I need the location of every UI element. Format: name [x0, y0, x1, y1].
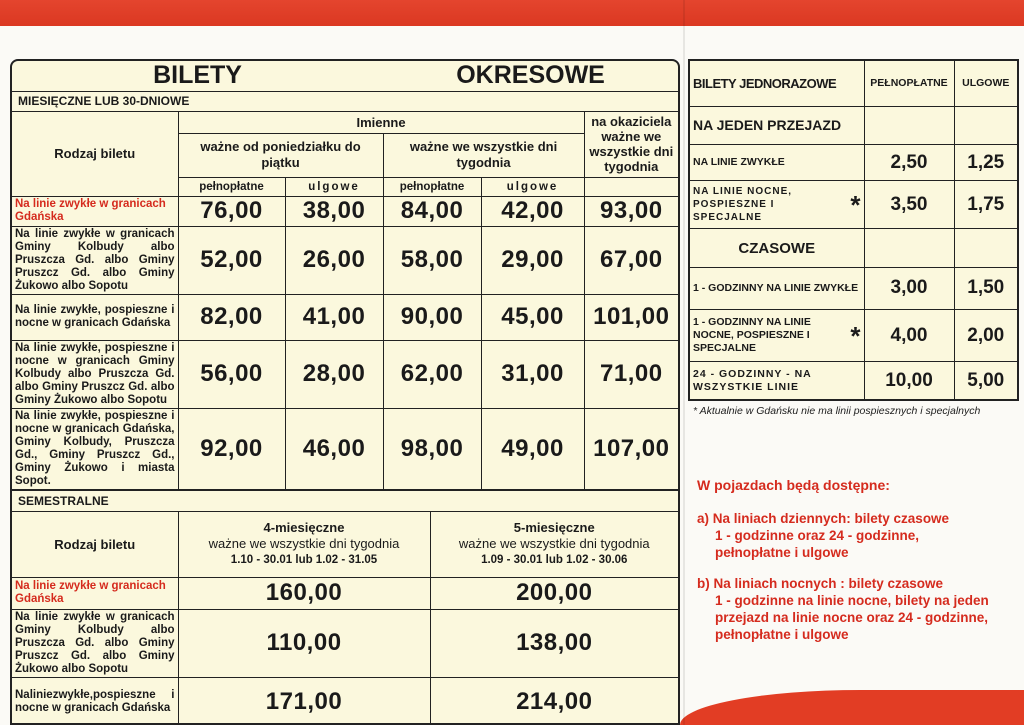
row-label: NA LINIE ZWYKŁE	[690, 144, 864, 180]
price-cell: 92,00	[178, 408, 285, 489]
price-cell: 107,00	[584, 408, 678, 489]
row-label: NA LINIE NOCNE, POSPIESZNE I SPECJALNE	[693, 186, 793, 224]
price-cell: 28,00	[285, 340, 383, 408]
table-row	[12, 226, 678, 294]
price-cell: 82,00	[178, 294, 285, 340]
red-banner-bottom	[680, 690, 1024, 725]
price-cell: 3,00	[864, 267, 954, 309]
full-header: pełnopłatne	[383, 177, 481, 196]
row-label: Na linie zwykłe w granicach Gdańska	[12, 196, 178, 226]
single-title: BILETY JEDNORAZOWE	[690, 61, 864, 106]
info-a	[697, 510, 949, 561]
footnote: * Aktualnie w Gdańsku nie ma linii pospiesznych i specjalnych	[693, 405, 981, 417]
semester-tickets-table	[12, 490, 678, 725]
title-okresowe	[383, 61, 678, 91]
info-a-line2: 1 - godzinne oraz 24 - godzinne,	[715, 528, 920, 543]
row-label: Na linie zwykłe w granicach Gdańska	[12, 577, 178, 609]
row-label: Na linie zwykłe, pospieszne i nocne w granicach Gminy Kolbudy albo Pruszcza Gd. albo Gminy Pruszcz Gd. albo Gminy Żukowo albo Sopotu	[12, 340, 178, 408]
info-a-line1: a) Na liniach dziennych: bilety czasowe	[697, 511, 950, 526]
timed-header: CZASOWE	[690, 229, 864, 267]
empty-cell	[864, 106, 954, 144]
price-cell: 84,00	[383, 196, 481, 226]
title-left: BILETY	[153, 61, 242, 90]
empty-cell	[584, 177, 678, 196]
price-cell: 76,00	[178, 196, 285, 226]
monthly-type-header: Rodzaj biletu	[12, 111, 178, 196]
asterisk-icon: *	[850, 320, 861, 351]
price-cell: 41,00	[285, 294, 383, 340]
period-tickets-table	[12, 61, 678, 490]
price-cell: 1,50	[954, 267, 1017, 309]
title-right: OKRESOWE	[456, 61, 605, 90]
price-cell: 26,00	[285, 226, 383, 294]
info-b-line4: pełnopłatne i ulgowe	[715, 627, 849, 642]
price-cell: 200,00	[430, 577, 678, 609]
table-row	[690, 144, 1017, 180]
price-cell: 138,00	[430, 609, 678, 677]
allweek-header: ważne we wszystkie dni tygodnia	[383, 133, 584, 177]
imienne-header: Imienne	[178, 111, 584, 133]
price-cell: 29,00	[481, 226, 584, 294]
row-label: Na linie zwykłe w granicach Gminy Kolbudy albo Pruszcza Gd. albo Gminy Pruszcz Gd. albo Gminy Żukowo albo Sopotu	[12, 226, 178, 294]
empty-cell	[954, 229, 1017, 267]
semester-4m-header	[178, 511, 430, 577]
table-row	[12, 340, 678, 408]
price-cell: 5,00	[954, 362, 1017, 399]
info-heading: W pojazdach będą dostępne:	[697, 477, 890, 493]
single-tickets-table	[690, 61, 1017, 399]
price-cell: 38,00	[285, 196, 383, 226]
col5-desc: ważne we wszystkie dni tygodnia	[458, 536, 650, 551]
single-full-header: PEŁNOPŁATNE	[864, 61, 954, 106]
asterisk-icon: *	[850, 189, 861, 220]
price-cell: 1,25	[954, 144, 1017, 180]
price-cell: 98,00	[383, 408, 481, 489]
weekday-header: ważne od poniedziałku do piątku	[178, 133, 383, 177]
price-cell: 62,00	[383, 340, 481, 408]
row-label: Naliniezwykłe,pospieszne i nocne w granicach Gdańska	[12, 677, 178, 725]
reduced-header: ulgowe	[481, 177, 584, 196]
info-b	[697, 575, 989, 643]
price-cell: 1,75	[954, 181, 1017, 229]
price-cell: 90,00	[383, 294, 481, 340]
row-label: Na linie zwykłe, pospieszne i nocne w granicach Gdańska	[12, 294, 178, 340]
info-b-line3: przejazd na linie nocne oraz 24 - godzinne,	[715, 610, 989, 625]
page-fold	[683, 0, 685, 725]
semester-section-heading: SEMESTRALNE	[12, 490, 678, 511]
table-row	[12, 294, 678, 340]
price-cell: 42,00	[481, 196, 584, 226]
info-a-line3: pełnopłatne i ulgowe	[715, 545, 849, 560]
empty-cell	[864, 229, 954, 267]
price-cell: 58,00	[383, 226, 481, 294]
row-label: 24 - GODZINNY - NA WSZYSTKIE LINIE	[690, 362, 864, 399]
price-cell: 46,00	[285, 408, 383, 489]
price-cell: 3,50	[864, 181, 954, 229]
price-cell: 93,00	[584, 196, 678, 226]
semester-5m-header	[430, 511, 678, 577]
single-reduced-header: ULGOWE	[954, 61, 1017, 106]
empty-cell	[954, 106, 1017, 144]
row-label-cell	[690, 181, 864, 229]
price-cell: 52,00	[178, 226, 285, 294]
table-row	[690, 181, 1017, 229]
price-cell: 67,00	[584, 226, 678, 294]
price-cell: 49,00	[481, 408, 584, 489]
one-ride-header: NA JEDEN PRZEJAZD	[690, 106, 864, 144]
row-label: Na linie zwykłe w granicach Gminy Kolbudy albo Pruszcza Gd. albo Gminy Pruszcz Gd. albo Gminy Żukowo albo Sopotu	[12, 609, 178, 677]
table-row	[12, 609, 678, 677]
price-cell: 4,00	[864, 309, 954, 361]
row-label-cell	[690, 309, 864, 361]
price-cell: 2,00	[954, 309, 1017, 361]
table-row	[12, 196, 678, 226]
col4-dates: 1.10 - 30.01 lub 1.02 - 31.05	[230, 554, 378, 566]
col5-title: 5-miesięczne	[513, 520, 595, 535]
row-label: Na linie zwykłe, pospieszne i nocne w granicach Gdańska, Gminy Kolbudy, Pruszcza Gd., Gminy Pruszcz Gd., Gminy Żukowo i miasta Sopot.	[12, 408, 178, 489]
table-row	[690, 362, 1017, 399]
row-label: 1 - GODZINNY NA LINIE NOCNE, POSPIESZNE I SPECJALNE	[693, 316, 811, 355]
semester-type-header: Rodzaj biletu	[12, 511, 178, 577]
reduced-header: ulgowe	[285, 177, 383, 196]
table-row	[12, 677, 678, 725]
col4-desc: ważne we wszystkie dni tygodnia	[208, 536, 400, 551]
info-b-line1: b) Na liniach nocnych : bilety czasowe	[697, 576, 944, 591]
period-tickets-panel	[10, 59, 680, 725]
price-cell: 2,50	[864, 144, 954, 180]
price-cell: 171,00	[178, 677, 430, 725]
price-cell: 71,00	[584, 340, 678, 408]
full-header: pełnopłatne	[178, 177, 285, 196]
price-cell: 31,00	[481, 340, 584, 408]
monthly-section-heading: MIESIĘCZNE LUB 30-DNIOWE	[12, 91, 678, 111]
table-row	[690, 267, 1017, 309]
table-row	[12, 577, 678, 609]
info-b-line2: 1 - godzinne na linie nocne, bilety na jeden	[715, 593, 989, 608]
row-label: 1 - GODZINNY NA LINIE ZWYKŁE	[690, 267, 864, 309]
price-cell: 110,00	[178, 609, 430, 677]
table-row	[690, 309, 1017, 361]
table-row	[12, 408, 678, 489]
price-cell: 101,00	[584, 294, 678, 340]
price-cell: 214,00	[430, 677, 678, 725]
title-bilety	[12, 61, 383, 91]
col4-title: 4-miesięczne	[263, 520, 345, 535]
price-cell: 56,00	[178, 340, 285, 408]
col5-dates: 1.09 - 30.01 lub 1.02 - 30.06	[481, 554, 628, 566]
price-cell: 10,00	[864, 362, 954, 399]
single-tickets-panel	[688, 59, 1019, 401]
bearer-header: na okaziciela ważne we wszystkie dni tygodnia	[584, 111, 678, 177]
price-cell: 160,00	[178, 577, 430, 609]
price-cell: 45,00	[481, 294, 584, 340]
